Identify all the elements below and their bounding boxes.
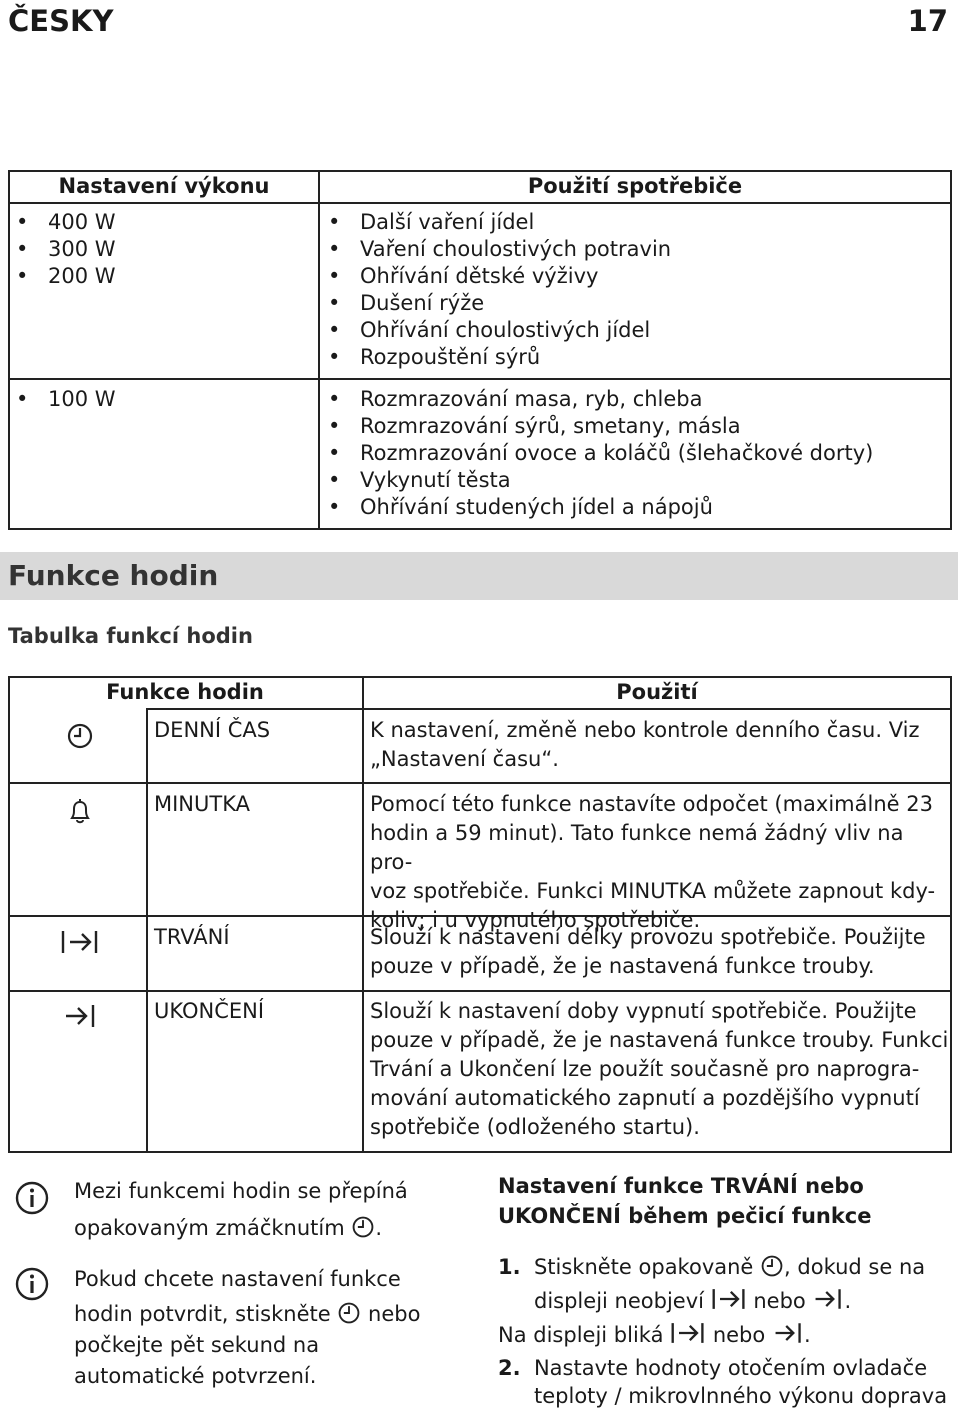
list-item: • Ohřívání dětské výživy xyxy=(324,263,671,290)
list-item: • 100 W xyxy=(12,386,116,413)
list-item: • Dušení rýže xyxy=(324,290,671,317)
bell-icon xyxy=(66,796,94,826)
function-usage: K nastavení, změně nebo kontrole denního času. Viz „Nastavení času“. xyxy=(370,718,920,771)
function-usage: Slouží k nastavení doby vypnutí spotřebiče. Použijte pouze v případě, že je nastavená funkce trouby. Funkci Trvání a Ukončení lze použít současně pro naprogra- mování automatického zapnutí a pozdějšího vypnutí spotřebiče (odloženého startu). xyxy=(370,999,949,1139)
list-item: • Další vaření jídel xyxy=(324,209,671,236)
power-list-1 xyxy=(12,209,116,290)
duration-icon xyxy=(60,928,100,956)
list-item: • Rozmrazování sýrů, smetany, másla xyxy=(324,413,873,440)
column-header-power: Nastavení výkonu xyxy=(58,174,270,198)
end-icon xyxy=(772,1320,804,1346)
power-list-2 xyxy=(12,386,116,413)
list-item: • Rozmrazování ovoce a koláčů (šlehačkové dorty) xyxy=(324,440,873,467)
function-name: UKONČENÍ xyxy=(154,999,265,1023)
column-header-clock-function: Funkce hodin xyxy=(106,680,264,704)
function-usage: Slouží k nastavení délky provozu spotřebiče. Použijte pouze v případě, že je nastavená funkce trouby. xyxy=(370,925,926,978)
list-item: • 200 W xyxy=(12,263,116,290)
column-header-usage: Použití spotřebiče xyxy=(527,174,743,198)
procedure-heading: Nastavení funkce TRVÁNÍ nebo UKONČENÍ během pečicí funkce xyxy=(498,1174,872,1228)
subsection-title: Tabulka funkcí hodin xyxy=(8,624,253,648)
list-item: • Rozmrazování masa, ryb, chleba xyxy=(324,386,873,413)
list-item: • Rozpouštění sýrů xyxy=(324,344,671,371)
list-item: • 400 W xyxy=(12,209,116,236)
info-note-1: Mezi funkcemi hodin se přepíná opakovaným zmáčknutím . xyxy=(74,1179,408,1240)
usage-list-2 xyxy=(324,386,873,521)
section-title: Funkce hodin xyxy=(8,559,219,592)
clock-icon xyxy=(66,722,94,750)
clock-icon xyxy=(337,1301,361,1325)
list-item: • Ohřívání studených jídel a nápojů xyxy=(324,494,873,521)
list-item: • Vykynutí těsta xyxy=(324,467,873,494)
function-name: DENNÍ ČAS xyxy=(154,718,271,742)
end-icon xyxy=(812,1286,844,1312)
duration-icon xyxy=(711,1286,747,1312)
clock-icon xyxy=(760,1254,784,1278)
function-name: TRVÁNÍ xyxy=(154,925,230,949)
list-item: • 300 W xyxy=(12,236,116,263)
function-name: MINUTKA xyxy=(154,792,250,816)
usage-list-1 xyxy=(324,209,671,371)
function-usage: Pomocí této funkce nastavíte odpočet (maximálně 23 hodin a 59 minut). Tato funkce nemá žádný vliv na pro- voz spotřebiče. Funkci MINUTKA můžete zapnout kdy- koliv; i u vypnutého spotřebiče. xyxy=(370,792,936,932)
clock-icon xyxy=(351,1215,375,1239)
info-icon xyxy=(14,1180,50,1216)
column-header-usage: Použití xyxy=(616,680,698,704)
end-icon xyxy=(62,1002,98,1030)
info-note-2: Pokud chcete nastavení funkce hodin potvrdit, stiskněte nebo počkejte pět sekund na automatické potvrzení. xyxy=(74,1267,421,1388)
clock-functions-table xyxy=(8,676,952,1153)
duration-icon xyxy=(670,1320,706,1346)
page-language-heading: ČESKY xyxy=(8,4,114,38)
power-settings-table xyxy=(8,170,952,530)
section-bar xyxy=(0,552,958,600)
list-item: • Ohřívání choulostivých jídel xyxy=(324,317,671,344)
procedure-steps: 1. Stiskněte opakovaně , dokud se na displeji neobjeví nebo . Na displeji bliká nebo . 2. Nastavte hodnoty otočením ovladače teploty / mikrovlnného výkonu doprava xyxy=(498,1255,948,1408)
page-number: 17 xyxy=(907,4,948,38)
info-icon xyxy=(14,1266,50,1302)
list-item: • Vaření choulostivých potravin xyxy=(324,236,671,263)
